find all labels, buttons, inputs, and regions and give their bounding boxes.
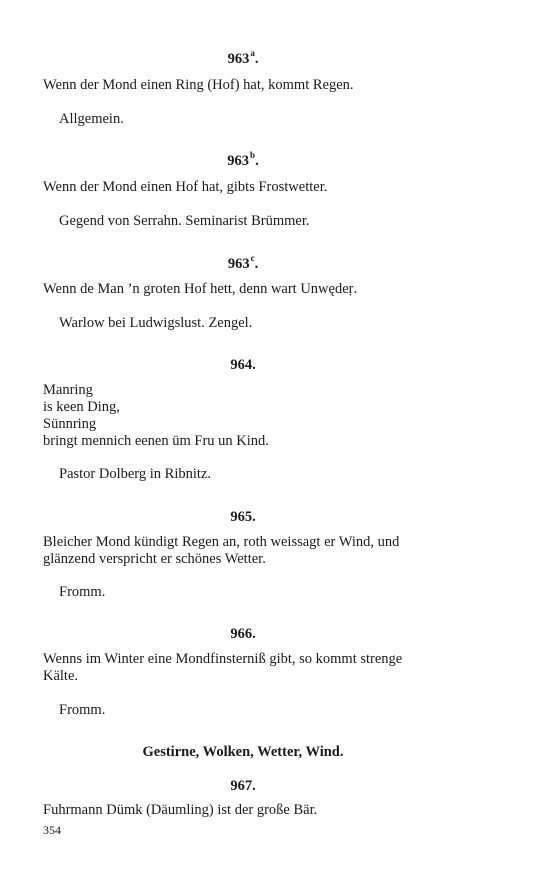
entry-source: Fromm.: [59, 584, 106, 600]
entry-text: Wenns im Winter eine Mondfinsterniß gibt, so kommt strenge Kälte.: [43, 651, 403, 684]
entry-text: Fuhrmann Dümk (Däumling) ist der große Bär.: [43, 802, 318, 818]
page-number: 354: [43, 823, 61, 837]
entry-number: 963$^a$.: [227, 48, 259, 67]
entry-source: Fromm.: [59, 702, 106, 718]
entry-number: 963$^b$.: [227, 150, 259, 169]
entry-source: Allgemein.: [59, 111, 124, 127]
entry-source: Gegend von Serrahn. Seminarist Brümmer.: [59, 213, 310, 229]
entry-source: Pastor Dolberg in Ribnitz.: [59, 466, 211, 482]
entry-text: Wenn de Man ’n groten Hof hett, denn wart Unwędeṛ.: [43, 281, 358, 297]
entry-number: 965.: [230, 509, 256, 525]
entry-text: Bleicher Mond kündigt Regen an, roth weissagt er Wind, und glänzend verspricht er schönes Wetter.: [43, 534, 400, 567]
entry-text: Manring is keen Ding, Sünnring bringt mennich eenen üm Fru un Kind.: [43, 382, 269, 449]
entry-number: 964.: [230, 357, 256, 373]
document-page: [43, 0, 443, 880]
entry-number: 966.: [230, 626, 256, 642]
section-heading: Gestirne, Wolken, Wetter, Wind.: [142, 744, 344, 760]
entry-source: Warlow bei Ludwigslust. Zengel.: [59, 315, 253, 331]
entry-text: Wenn der Mond einen Hof hat, gibts Frostwetter.: [43, 179, 328, 195]
entry-number: 967.: [230, 778, 256, 794]
entry-number: 963$^c$.: [227, 253, 259, 272]
entry-text: Wenn der Mond einen Ring (Hof) hat, kommt Regen.: [43, 77, 354, 93]
